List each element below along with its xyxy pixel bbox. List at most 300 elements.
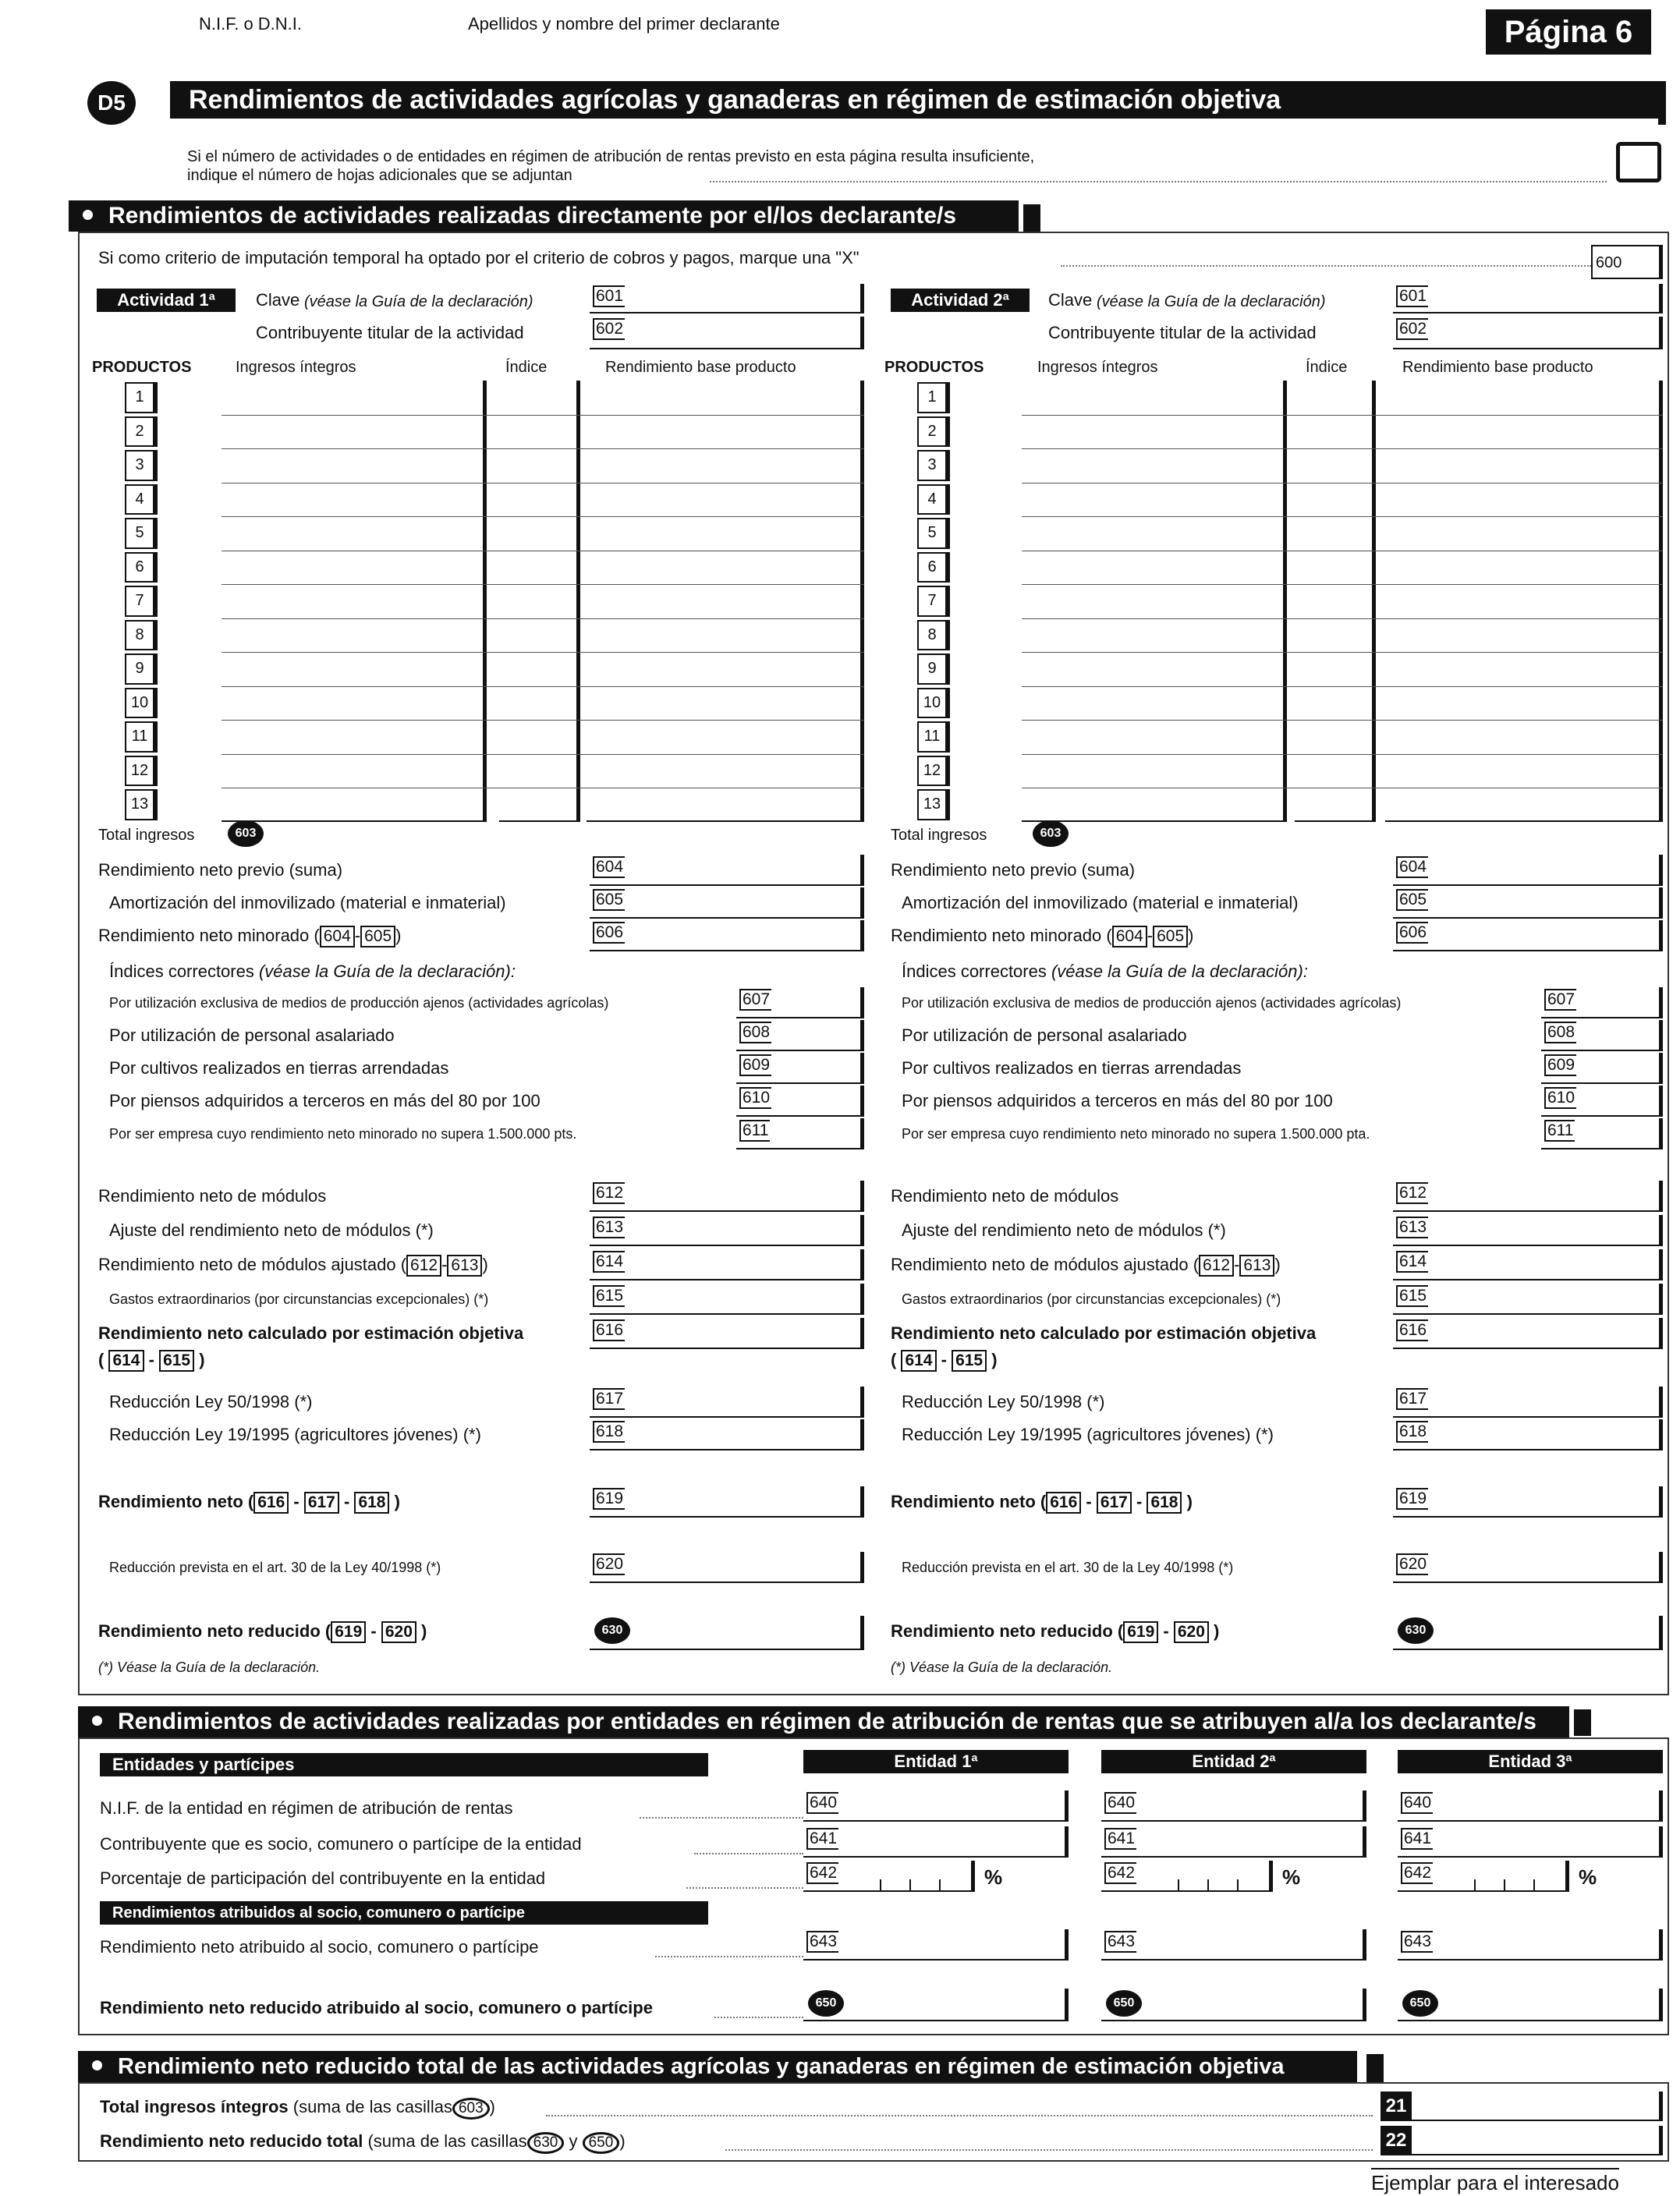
activity-2-label-605: Amortización del inmovilizado (material e inmaterial) [902,893,1299,912]
activity-2-product-row-number: 7 [917,586,950,617]
activity-1-field-610[interactable] [736,1086,864,1117]
field-602-a[interactable] [590,317,864,349]
activity-2-product-row-number: 6 [917,552,950,583]
activity-2-code-608: 608 [1544,1022,1576,1043]
entity-2-digit-tick [1178,1879,1179,1890]
entity-3-percent: % [1579,1865,1597,1889]
activity-1-code-614: 614 [593,1251,625,1273]
activity-1-ref-616: 616 [253,1492,289,1514]
leader-22 [725,2149,1373,2151]
activity-2-label-604: Rendimiento neto previo (suma) [891,860,1136,880]
entity-3-field-641[interactable] [1398,1826,1663,1858]
entity-3-digit-tick [1504,1879,1505,1890]
activity-2-field-608[interactable] [1541,1020,1663,1051]
activity-1-product-row-number: 11 [125,721,158,753]
activity-1-product-row-number: 5 [125,518,158,549]
activity-1-product-row-number: 13 [125,789,158,820]
activity-2-field-618[interactable] [1393,1419,1663,1450]
activity-2-field-619[interactable] [1393,1486,1663,1518]
intro-line-2: indique el número de hojas adicionales que se adjuntan [187,167,572,184]
activity-1-code-618: 618 [593,1421,625,1443]
activity-2-field-605[interactable] [1393,887,1663,919]
activity-2-row-divider [1022,516,1663,517]
activity-1-code-607: 607 [739,989,771,1011]
activity-1-label-614-text: Rendimiento neto de módulos ajustado ( [98,1255,407,1274]
activity-2-code-616: 616 [1396,1319,1428,1341]
activity-2-product-row-number: 9 [917,653,950,685]
activity-2-ref-close: ) [1188,926,1194,945]
activity-1-col-rend: Rendimiento base producto [605,359,796,376]
activity-1-ref-619: 619 [331,1621,366,1643]
label-641: Contribuyente que es socio, comunero o partícipe de la entidad [100,1834,582,1854]
activity-1-row-divider [222,584,864,585]
entity-1-field-641[interactable] [803,1826,1069,1858]
activity-1-clave-label: Clave [256,290,300,310]
nif-label: N.I.F. o D.N.I. [199,14,303,34]
activity-2-code-619: 619 [1396,1488,1428,1510]
section-2-title: Rendimientos de actividades realizadas por entidades en régimen de atribución de rentas que se atribuyen al/a los declarante/s [118,1709,1536,1734]
leader-650 [714,2017,803,2018]
label-650: Rendimiento neto reducido atribuido al socio, comunero o partícipe [100,1998,653,2017]
activity-2-ref-close: ) [1274,1255,1281,1274]
activity-1-field-608[interactable] [736,1020,864,1051]
activity-2-row-divider [1022,686,1663,687]
activity-2-field-606[interactable] [1393,920,1663,951]
activity-1-product-row-number: 3 [125,450,158,481]
activity-2-ref-619: 619 [1123,1621,1158,1643]
activity-1-label-609: Por cultivos realizados en tierras arrendadas [109,1058,449,1078]
activity-2-col-rend: Rendimiento base producto [1402,359,1593,376]
activity-1-field-630[interactable] [590,1616,864,1650]
activity-2-ref-a: 604 [1112,926,1147,947]
section-1-tab [1023,204,1040,232]
activity-1-row-lines [222,381,864,822]
entity-1-code-642: 642 [806,1862,838,1884]
oval-650-ref: 650 [583,2132,620,2154]
activity-2-col-productos: PRODUCTOS [884,359,984,376]
activity-2-ref-minus: - [1234,1255,1240,1274]
activity-1-field-618[interactable] [590,1419,864,1450]
activity-2-product-row-number: 12 [917,756,950,787]
activity-1-field-609[interactable] [736,1053,864,1084]
leader-21 [546,2115,1373,2116]
entity-1-field-650[interactable] [803,1989,1069,2021]
activity-2-col-ingresos: Ingresos íntegros [1037,359,1158,376]
entity-2-header: Entidad 2ª [1101,1750,1366,1773]
activity-1-product-row-number: 10 [125,688,158,719]
entity-1-code-641: 641 [806,1828,838,1850]
code-600: 600 [1596,254,1622,271]
activity-1-code-613: 613 [593,1217,625,1238]
activity-1-field-607[interactable] [736,987,864,1018]
activity-1-titular-label: Contribuyente titular de la actividad [256,323,524,342]
activity-2-product-row-number: 3 [917,450,950,481]
activity-1-ref-617: 617 [304,1492,339,1514]
activity-1-code-630: 630 [594,1617,630,1644]
field-22[interactable] [1412,2126,1663,2155]
entity-2-digit-tick [1207,1879,1209,1890]
activity-1-row-divider [222,686,864,687]
activity-2-ref-618: 618 [1147,1492,1182,1514]
name-label: Apellidos y nombre del primer declarante [468,14,780,34]
activity-1-label-630-text: Rendimiento neto reducido ( [98,1621,331,1641]
activity-2-field-611[interactable] [1541,1118,1663,1149]
activity-1-code-609: 609 [739,1054,771,1076]
leader-642 [686,1887,803,1889]
activity-1-label-616-text: Rendimiento neto calculado por estimación objetiva [98,1323,524,1343]
section-3-title: Rendimiento neto reducido total de las actividades agrícolas y ganaderas en régimen de estimación objetiva [118,2054,1285,2079]
activity-1-clave-note: (véase la Guía de la declaración) [304,293,533,310]
activity-2-indices-header [902,961,1308,983]
label-640: N.I.F. de la entidad en régimen de atribución de rentas [100,1798,513,1818]
activity-2-label-609: Por cultivos realizados en tierras arrendadas [902,1058,1242,1078]
activity-2-clave-note: (véase la Guía de la declaración) [1097,293,1326,310]
activity-1-code-611: 611 [739,1120,770,1142]
activity-1-product-row-number: 9 [125,653,158,685]
activity-1-ref-close: ) [482,1255,488,1274]
activity-1-label-604: Rendimiento neto previo (suma) [98,860,343,880]
section-3-tab [1366,2054,1384,2082]
entity-2-code-642: 642 [1104,1862,1136,1884]
label-21-note: (suma de las casillas [292,2097,452,2116]
page-title: Rendimientos de actividades agrícolas y ganaderas en régimen de estimación objetiva [170,81,1666,119]
entity-3-field-640[interactable] [1398,1790,1663,1822]
activity-1-label-620: Reducción prevista en el art. 30 de la Ley 40/1998 (*) [109,1560,441,1575]
activity-2-ref-615: 615 [952,1350,987,1372]
activity-2-row-divider [1022,618,1663,619]
additional-sheets-box[interactable] [1616,142,1661,182]
entity-2-digit-tick [1237,1879,1239,1890]
entity-3-code-641: 641 [1401,1828,1433,1850]
activity-2-code-611: 611 [1544,1120,1575,1142]
activity-1-code-616: 616 [593,1319,625,1341]
leader-643 [655,1956,803,1957]
activity-1-col-indice: Índice [505,359,548,376]
leader-641 [694,1853,803,1854]
activity-2-product-row-number: 5 [917,518,950,549]
activity-2-field-609[interactable] [1541,1053,1663,1084]
entity-3-field-642[interactable] [1398,1861,1569,1892]
activity-1-label-606 [98,925,401,947]
label-643: Rendimiento neto atribuido al socio, comunero o partícipe [100,1937,539,1957]
intro-line-1: Si el número de actividades o de entidades en régimen de atribución de rentas previsto en esta página resulta insuficiente, [187,148,1035,165]
activity-1-field-611[interactable] [736,1118,864,1149]
activity-1-code-610: 610 [739,1087,771,1109]
activity-2-label-613: Ajuste del rendimiento neto de módulos (*) [902,1220,1226,1240]
activity-1-label-630: Rendimiento neto reducido ( 619 - 620 ) [98,1620,427,1643]
activity-2-product-row-number: 13 [917,789,950,820]
activity-2-field-620[interactable] [1393,1552,1663,1583]
label-21 [100,2096,495,2120]
activity-1-col-ingresos: Ingresos íntegros [236,359,356,376]
activity-2-product-row-number: 4 [917,484,950,515]
activity-2-ref-b: 613 [1239,1255,1274,1277]
activity-1-product-row-number: 12 [125,756,158,787]
activity-1-field-620[interactable] [590,1552,864,1583]
activity-2-label-606 [891,925,1193,947]
activity-1-ref-615: 615 [159,1350,194,1372]
activity-2-field-613[interactable] [1393,1215,1663,1246]
entity-3-digit-tick [1533,1879,1535,1890]
label-22 [100,2130,626,2154]
activity-1-row-divider [222,618,864,619]
section-1-title: Rendimientos de actividades realizadas directamente por el/los declarante/s [108,203,957,228]
activity-2-field-614[interactable] [1393,1249,1663,1280]
activity-1-label-618: Reducción Ley 19/1995 (agricultores jóvenes) (*) [109,1425,481,1444]
activity-1-label-606-text: Rendimiento neto minorado ( [98,926,320,945]
activity-2-ref-614: 614 [901,1350,936,1372]
activity-1-footnote: (*) Véase la Guía de la declaración. [98,1659,321,1675]
activity-1-ref-minus: - [354,926,361,945]
activity-1-field-606[interactable] [590,920,864,951]
activity-2-row-divider [1022,448,1663,449]
activity-1-row-divider [222,415,864,416]
activity-1-label-616-formula: ( 614 - 615 ) [98,1349,205,1372]
code-601-b: 601 [1396,285,1428,307]
activity-2-label-616 [891,1323,1316,1344]
activity-2-code-614: 614 [1396,1251,1428,1273]
activity-2-label-619-text: Rendimiento neto ( [891,1492,1047,1511]
label-22-main: Rendimiento neto reducido total [100,2131,363,2151]
entity-3-digit-tick [1474,1879,1476,1890]
activity-1-row-divider [222,754,864,755]
leader-640 [640,1817,803,1819]
activity-1-indices-title: Índices correctores [109,962,254,981]
activity-1-row-divider [222,720,864,721]
activity-1-ref-620: 620 [381,1621,416,1643]
entity-3-field-643[interactable] [1398,1929,1663,1960]
section-1-header [69,200,1019,232]
activity-2-row-lines [1022,381,1663,822]
activity-2-row-divider [1022,720,1663,721]
activity-2-field-604[interactable] [1393,855,1663,886]
activity-1-row-divider [222,652,864,653]
activity-1-field-615[interactable] [590,1284,864,1315]
section-3-header [78,2051,1357,2082]
activity-1-code-617: 617 [593,1388,625,1410]
activity-2-row-divider [1022,754,1663,755]
activity-1-code-605: 605 [593,889,625,911]
activity-1-tag: Actividad 1ª [97,289,236,312]
activity-2-field-610[interactable] [1541,1086,1663,1117]
entity-2-code-650: 650 [1106,1990,1142,2017]
activity-2-code-620: 620 [1396,1553,1428,1575]
activity-1-label-619-text: Rendimiento neto ( [98,1492,254,1511]
field-21[interactable] [1412,2092,1663,2121]
activity-1-indices-note: (véase la Guía de la declaración): [258,962,516,981]
activity-1-code-604: 604 [593,856,625,878]
activity-2-indices-note: (véase la Guía de la declaración): [1051,962,1308,981]
activity-1-ref-minus: - [441,1255,448,1274]
activity-1-ref-b: 605 [360,926,395,947]
activity-1-product-row-number: 1 [125,382,158,413]
activity-2-code-617: 617 [1396,1388,1428,1410]
activity-1-code-620: 620 [593,1553,625,1575]
label-642: Porcentaje de participación del contribuyente en la entidad [100,1868,546,1888]
oval-603-ref: 603 [452,2098,490,2120]
entity-2-code-641: 641 [1104,1828,1136,1850]
activity-2-label-630: Rendimiento neto reducido ( 619 - 620 ) [891,1620,1219,1643]
activity-2-label-606-text: Rendimiento neto minorado ( [891,926,1112,945]
activity-2-field-616[interactable] [1393,1318,1663,1349]
entity-3-header: Entidad 3ª [1398,1750,1663,1773]
activity-1-product-row-number: 6 [125,552,158,583]
code-21: 21 [1381,2092,1412,2121]
entity-3-code-640: 640 [1401,1792,1433,1814]
footer-copy-label: Ejemplar para el interesado [1371,2168,1619,2194]
entity-3-code-643: 643 [1401,1931,1433,1953]
activity-2-code-612: 612 [1396,1182,1428,1204]
activity-2-code-609: 609 [1544,1054,1576,1076]
activity-2-ref-620: 620 [1174,1621,1209,1643]
activity-1-field-616[interactable] [590,1318,864,1349]
entity-2-field-650[interactable] [1101,1989,1366,2021]
activity-1-field-605[interactable] [590,887,864,919]
entity-1-code-640: 640 [806,1792,838,1814]
entity-3-code-650: 650 [1402,1990,1438,2017]
code-602-b: 602 [1396,318,1428,340]
activity-1-code-619: 619 [593,1488,625,1510]
activity-2-field-612[interactable] [1393,1181,1663,1212]
activity-1-col-productos: PRODUCTOS [92,359,192,376]
activity-1-product-row-number: 4 [125,484,158,515]
activity-1-indices-header [109,961,516,983]
entity-2-code-643: 643 [1104,1931,1136,1953]
activity-2-ref-a: 612 [1199,1255,1234,1277]
entity-1-digit-tick [939,1879,941,1890]
activity-2-clave-label: Clave [1048,290,1093,310]
activity-1-field-612[interactable] [590,1181,864,1212]
activity-2-row-divider [1022,584,1663,585]
activity-2-ref-minus: - [1147,926,1154,945]
activity-1-label-615: Gastos extraordinarios (por circunstancias excepcionales) (*) [109,1291,489,1307]
entity-1-field-642[interactable] [803,1861,975,1892]
activity-1-code-608: 608 [739,1022,771,1043]
entity-2-field-640[interactable] [1101,1790,1366,1822]
activity-2-titular-label: Contribuyente titular de la actividad [1048,323,1317,342]
label-21-main: Total ingresos íntegros [100,2097,289,2116]
activity-2-code-615: 615 [1396,1285,1428,1307]
field-601-a[interactable] [590,284,864,313]
activity-2-row-divider [1022,652,1663,653]
criterio-leader [1061,265,1591,267]
entity-2-percent: % [1282,1865,1301,1889]
activity-2-label-616-text: Rendimiento neto calculado por estimación objetiva [891,1323,1317,1343]
activity-2-product-row-number: 10 [917,688,950,719]
activity-2-product-row-number: 11 [917,721,950,753]
activity-2-label-630-text: Rendimiento neto reducido ( [891,1621,1124,1641]
activity-2-label-614 [891,1254,1281,1277]
entity-2-field-643[interactable] [1101,1929,1366,1960]
activity-2-label-616-formula: ( 614 - 615 ) [891,1349,998,1372]
activity-2-code-604: 604 [1396,856,1428,878]
activity-2-product-row-number: 8 [917,620,950,651]
activity-2-ref-617: 617 [1097,1492,1132,1514]
activity-2-ref-b: 605 [1153,926,1188,947]
activity-1-ref-a: 604 [320,926,355,947]
activity-2-code-618: 618 [1396,1421,1428,1443]
entity-3-field-650[interactable] [1398,1989,1663,2021]
activity-2-code-613: 613 [1396,1217,1428,1238]
section-code-icon: D5 [87,81,136,125]
activity-2-code-606: 606 [1396,922,1428,944]
activity-1-field-604[interactable] [590,855,864,886]
entity-2-code-640: 640 [1104,1792,1136,1814]
activity-1-field-613[interactable] [590,1215,864,1246]
activity-1-product-row-number: 7 [125,586,158,617]
activity-1-field-614[interactable] [590,1249,864,1280]
activity-2-label-614-text: Rendimiento neto de módulos ajustado ( [891,1255,1200,1274]
intro-leader [710,181,1607,182]
activity-2-code-607: 607 [1544,989,1576,1011]
activity-2-indices-title: Índices correctores [902,962,1047,981]
activity-2-field-617[interactable] [1393,1387,1663,1418]
activity-2-footnote: (*) Véase la Guía de la declaración. [891,1659,1113,1675]
field-602-b[interactable] [1393,317,1663,349]
activity-1-ref-b: 613 [447,1255,482,1277]
code-22: 22 [1381,2126,1412,2155]
activity-2-field-630[interactable] [1393,1616,1663,1650]
entity-1-header: Entidad 1ª [803,1750,1069,1773]
criterio-label: Si como criterio de imputación temporal ha optado por el criterio de cobros y pagos, marque una "X" [98,248,859,267]
label-21-close: ) [489,2097,495,2116]
activity-1-label-610: Por piensos adquiridos a terceros en más del 80 por 100 [109,1091,541,1110]
activity-1-label-611: Por ser empresa cuyo rendimiento neto minorado no supera 1.500.000 pts. [109,1126,577,1142]
activity-1-product-row-number: 2 [125,416,158,448]
code-601-a: 601 [593,285,625,307]
code-603-a: 603 [228,820,264,847]
entity-1-digit-tick [909,1879,911,1890]
activity-2-label-607: Por utilización exclusiva de medios de producción ajenos (actividades agrícolas) [902,995,1402,1011]
activity-2-code-605: 605 [1396,889,1428,911]
activity-2-field-607[interactable] [1541,987,1663,1018]
title-edge [1658,81,1666,125]
code-602-a: 602 [593,318,625,340]
activity-2-field-615[interactable] [1393,1284,1663,1315]
activity-1-field-617[interactable] [590,1387,864,1418]
activity-2-total-label: Total ingresos [891,827,987,844]
entity-1-code-643: 643 [806,1931,838,1953]
entity-1-field-643[interactable] [803,1929,1069,1960]
field-600[interactable] [1591,245,1663,279]
entity-1-percent: % [984,1865,1003,1889]
label-22-note: (suma de las casillas [367,2131,527,2151]
entity-1-field-640[interactable] [803,1790,1069,1822]
activity-2-col-indice: Índice [1306,359,1348,376]
activity-2-product-row-number: 2 [917,416,950,448]
activity-2-product-rows [917,381,964,822]
entity-2-field-641[interactable] [1101,1826,1366,1858]
activity-1-field-619[interactable] [590,1486,864,1518]
activity-2-code-630: 630 [1398,1617,1434,1644]
activity-1-code-612: 612 [593,1182,625,1204]
entity-2-field-642[interactable] [1101,1861,1273,1892]
activity-2-tag: Actividad 2ª [891,289,1030,312]
activity-2-label-608: Por utilización de personal asalariado [902,1025,1187,1045]
activity-2-label-615: Gastos extraordinarios (por circunstancias excepcionales) (*) [902,1291,1281,1307]
entity-1-code-650: 650 [808,1990,844,2017]
activity-1-ref-close: ) [395,926,402,945]
activity-2-label-611: Por ser empresa cuyo rendimiento neto minorado no supera 1.500.000 pta. [902,1126,1370,1142]
field-601-b[interactable] [1393,284,1663,313]
activity-1-label-614 [98,1254,488,1277]
section-2-sub1: Entidades y partícipes [100,1753,708,1776]
activity-2-label-617: Reducción Ley 50/1998 (*) [902,1392,1105,1411]
activity-2-row-divider [1022,415,1663,416]
activity-1-label-616 [98,1323,523,1344]
activity-1-label-608: Por utilización de personal asalariado [109,1025,395,1045]
activity-1-code-606: 606 [593,922,625,944]
